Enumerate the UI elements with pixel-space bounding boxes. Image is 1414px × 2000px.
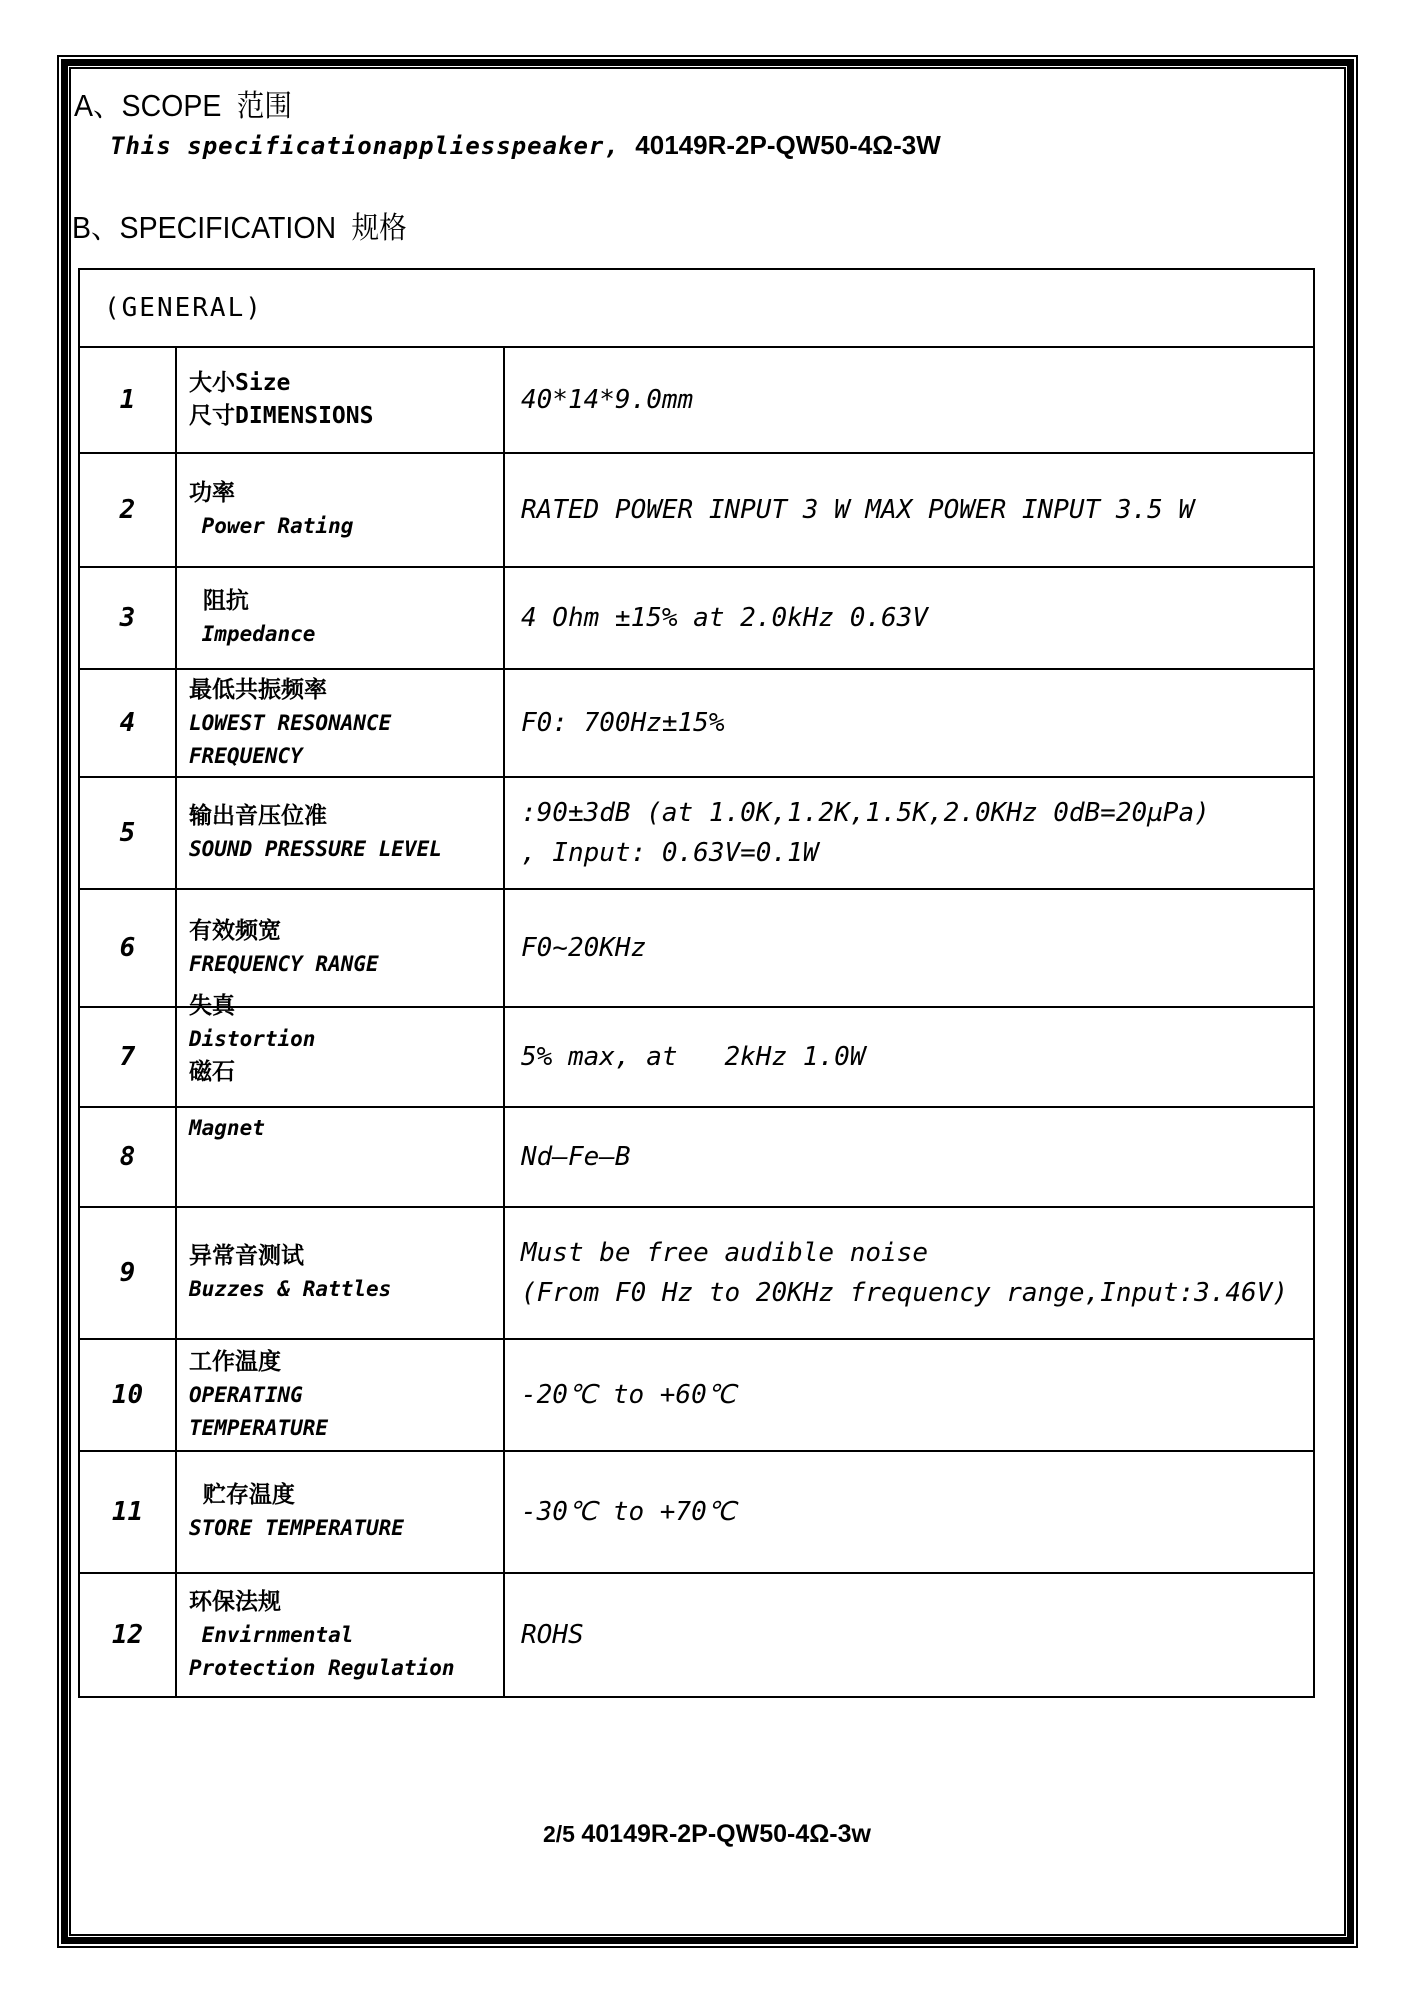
row-label-cell (177, 348, 505, 452)
table-row (80, 346, 1313, 452)
row-value-cell (505, 778, 1313, 888)
table-row (80, 566, 1313, 668)
row-number: 4 (80, 670, 177, 776)
row-number: 2 (80, 454, 177, 566)
row-number: 8 (80, 1108, 177, 1206)
scope-statement-text: This specificationappliesspeaker (110, 132, 605, 160)
row-number: 5 (80, 778, 177, 888)
page-footer (0, 1820, 1414, 1849)
row-label-cell (177, 778, 505, 888)
row-value-line: Nd–Fe–B (521, 1142, 631, 1172)
section-a-heading (74, 80, 292, 125)
row-label-line: TEMPERATURE (189, 1415, 329, 1440)
row-value-line: 5% max, at 2kHz 1.0W (521, 1042, 866, 1072)
row-label-line: FREQUENCY RANGE (189, 952, 379, 976)
row-label-line: SOUND PRESSURE LEVEL (189, 837, 442, 861)
row-value-line: F0: 700Hz±15% (521, 708, 725, 738)
row-value-line: -20℃ to +60℃ (521, 1380, 736, 1410)
row-number: 11 (80, 1452, 177, 1572)
table-row (80, 1572, 1313, 1696)
table-general-header: (GENERAL) (104, 293, 263, 323)
row-label-line: FREQUENCY (189, 743, 303, 768)
row-label-line: 输出音压位准 (189, 803, 327, 829)
row-label-cell (177, 670, 505, 776)
row-label-line: 功率 (189, 480, 235, 506)
row-number: 6 (80, 890, 177, 1006)
row-label-line: 工作温度 (189, 1348, 281, 1375)
row-label-line: STORE TEMPERATURE (189, 1516, 404, 1540)
row-number: 10 (80, 1340, 177, 1450)
row-value-line: :90±3dB (at 1.0K,1.2K,1.5K,2.0KHz 0dB=20µPa) (521, 798, 1210, 828)
table-row (80, 452, 1313, 566)
table-row (80, 668, 1313, 776)
row-value-cell (505, 1108, 1313, 1206)
row-label-cell (177, 890, 505, 1006)
table-row (80, 1106, 1313, 1206)
row-value-cell (505, 670, 1313, 776)
row-label-line: LOWEST RESONANCE (189, 710, 392, 735)
model-number: 40149R-2P-QW50-4Ω-3W (635, 130, 941, 160)
row-label-cell (177, 1340, 505, 1450)
row-value-cell (505, 1574, 1313, 1696)
row-value-cell (505, 348, 1313, 452)
row-label-line: Buzzes & Rattles (189, 1277, 392, 1301)
section-a-label: A、 (74, 88, 122, 123)
row-label-line: 贮存温度 (189, 1482, 295, 1508)
row-number: 1 (80, 348, 177, 452)
section-a-title-cn: 范围 (221, 90, 292, 123)
row-number: 12 (80, 1574, 177, 1696)
table-row (80, 993, 1313, 1106)
section-b-title: SPECIFICATION (119, 210, 337, 245)
row-label-line: 异常音测试 (189, 1243, 304, 1269)
row-label-line: Magnet (189, 1116, 265, 1140)
row-value-cell (505, 890, 1313, 1006)
row-label-line: Impedance (189, 622, 316, 646)
row-label-cell (177, 454, 505, 566)
table-row (80, 1206, 1313, 1338)
row-value-line: RATED POWER INPUT 3 W MAX POWER INPUT 3.5 W (521, 495, 1195, 525)
row-value-cell (505, 1008, 1313, 1106)
section-b-title-cn: 规格 (336, 212, 407, 245)
table-row (80, 1338, 1313, 1450)
row-label-cell (177, 1574, 505, 1696)
row-value-cell (505, 1452, 1313, 1572)
row-value-cell (505, 1340, 1313, 1450)
table-row (80, 776, 1313, 888)
row-value-cell (505, 1208, 1313, 1338)
row-label-line: Protection Regulation (189, 1655, 455, 1680)
scope-statement: This specificationappliesspeaker, 40149R-2P-QW50-4Ω-3W (110, 130, 941, 160)
section-a-title: SCOPE (121, 88, 222, 123)
row-label-line: 阻抗 (189, 588, 249, 614)
specification-table (78, 268, 1315, 1698)
row-number: 3 (80, 568, 177, 668)
row-label-cell (177, 568, 505, 668)
row-value-cell (505, 454, 1313, 566)
row-number: 9 (80, 1208, 177, 1338)
row-number: 7 (80, 1008, 177, 1106)
page-number: 2/5 (543, 1821, 575, 1847)
row-value-line: ROHS (521, 1620, 584, 1650)
table-row (80, 1450, 1313, 1572)
row-label-line: OPERATING (189, 1382, 303, 1407)
row-label-line: Distortion (189, 1027, 316, 1051)
row-value-line: (From F0 Hz to 20KHz frequency range,Input:3.46V) (521, 1278, 1289, 1308)
row-value-cell (505, 568, 1313, 668)
row-label-line: 失真 (189, 993, 235, 1019)
row-value-line: 40*14*9.0mm (521, 385, 694, 415)
section-b-label: B、 (72, 210, 120, 245)
row-label-cell (177, 1208, 505, 1338)
row-label-line: 有效频宽 (189, 918, 281, 944)
row-value-line: -30℃ to +70℃ (521, 1497, 736, 1527)
row-label-line: Power Rating (189, 514, 354, 538)
row-value-line: 4 Ohm ±15% at 2.0kHz 0.63V (521, 603, 928, 633)
row-value-line: Must be free audible noise (521, 1238, 928, 1268)
section-b-heading (72, 202, 407, 247)
row-label-line: 环保法规 (189, 1588, 281, 1615)
row-label-cell (177, 993, 505, 1106)
row-label-line: 尺寸DIMENSIONS (189, 403, 374, 429)
row-label-line: 磁石 (189, 1059, 235, 1085)
row-label-line: Envirnmental (189, 1622, 354, 1647)
row-value-line: F0~20KHz (521, 933, 647, 963)
row-label-cell (177, 1108, 505, 1206)
footer-model-number: 40149R-2P-QW50-4Ω-3w (581, 1820, 871, 1848)
row-label-cell (177, 1452, 505, 1572)
table-row (80, 888, 1313, 1006)
row-value-line: , Input: 0.63V=0.1W (521, 838, 819, 868)
row-label-line: 大小Size (189, 370, 291, 396)
row-label-line: 最低共振频率 (189, 676, 327, 703)
